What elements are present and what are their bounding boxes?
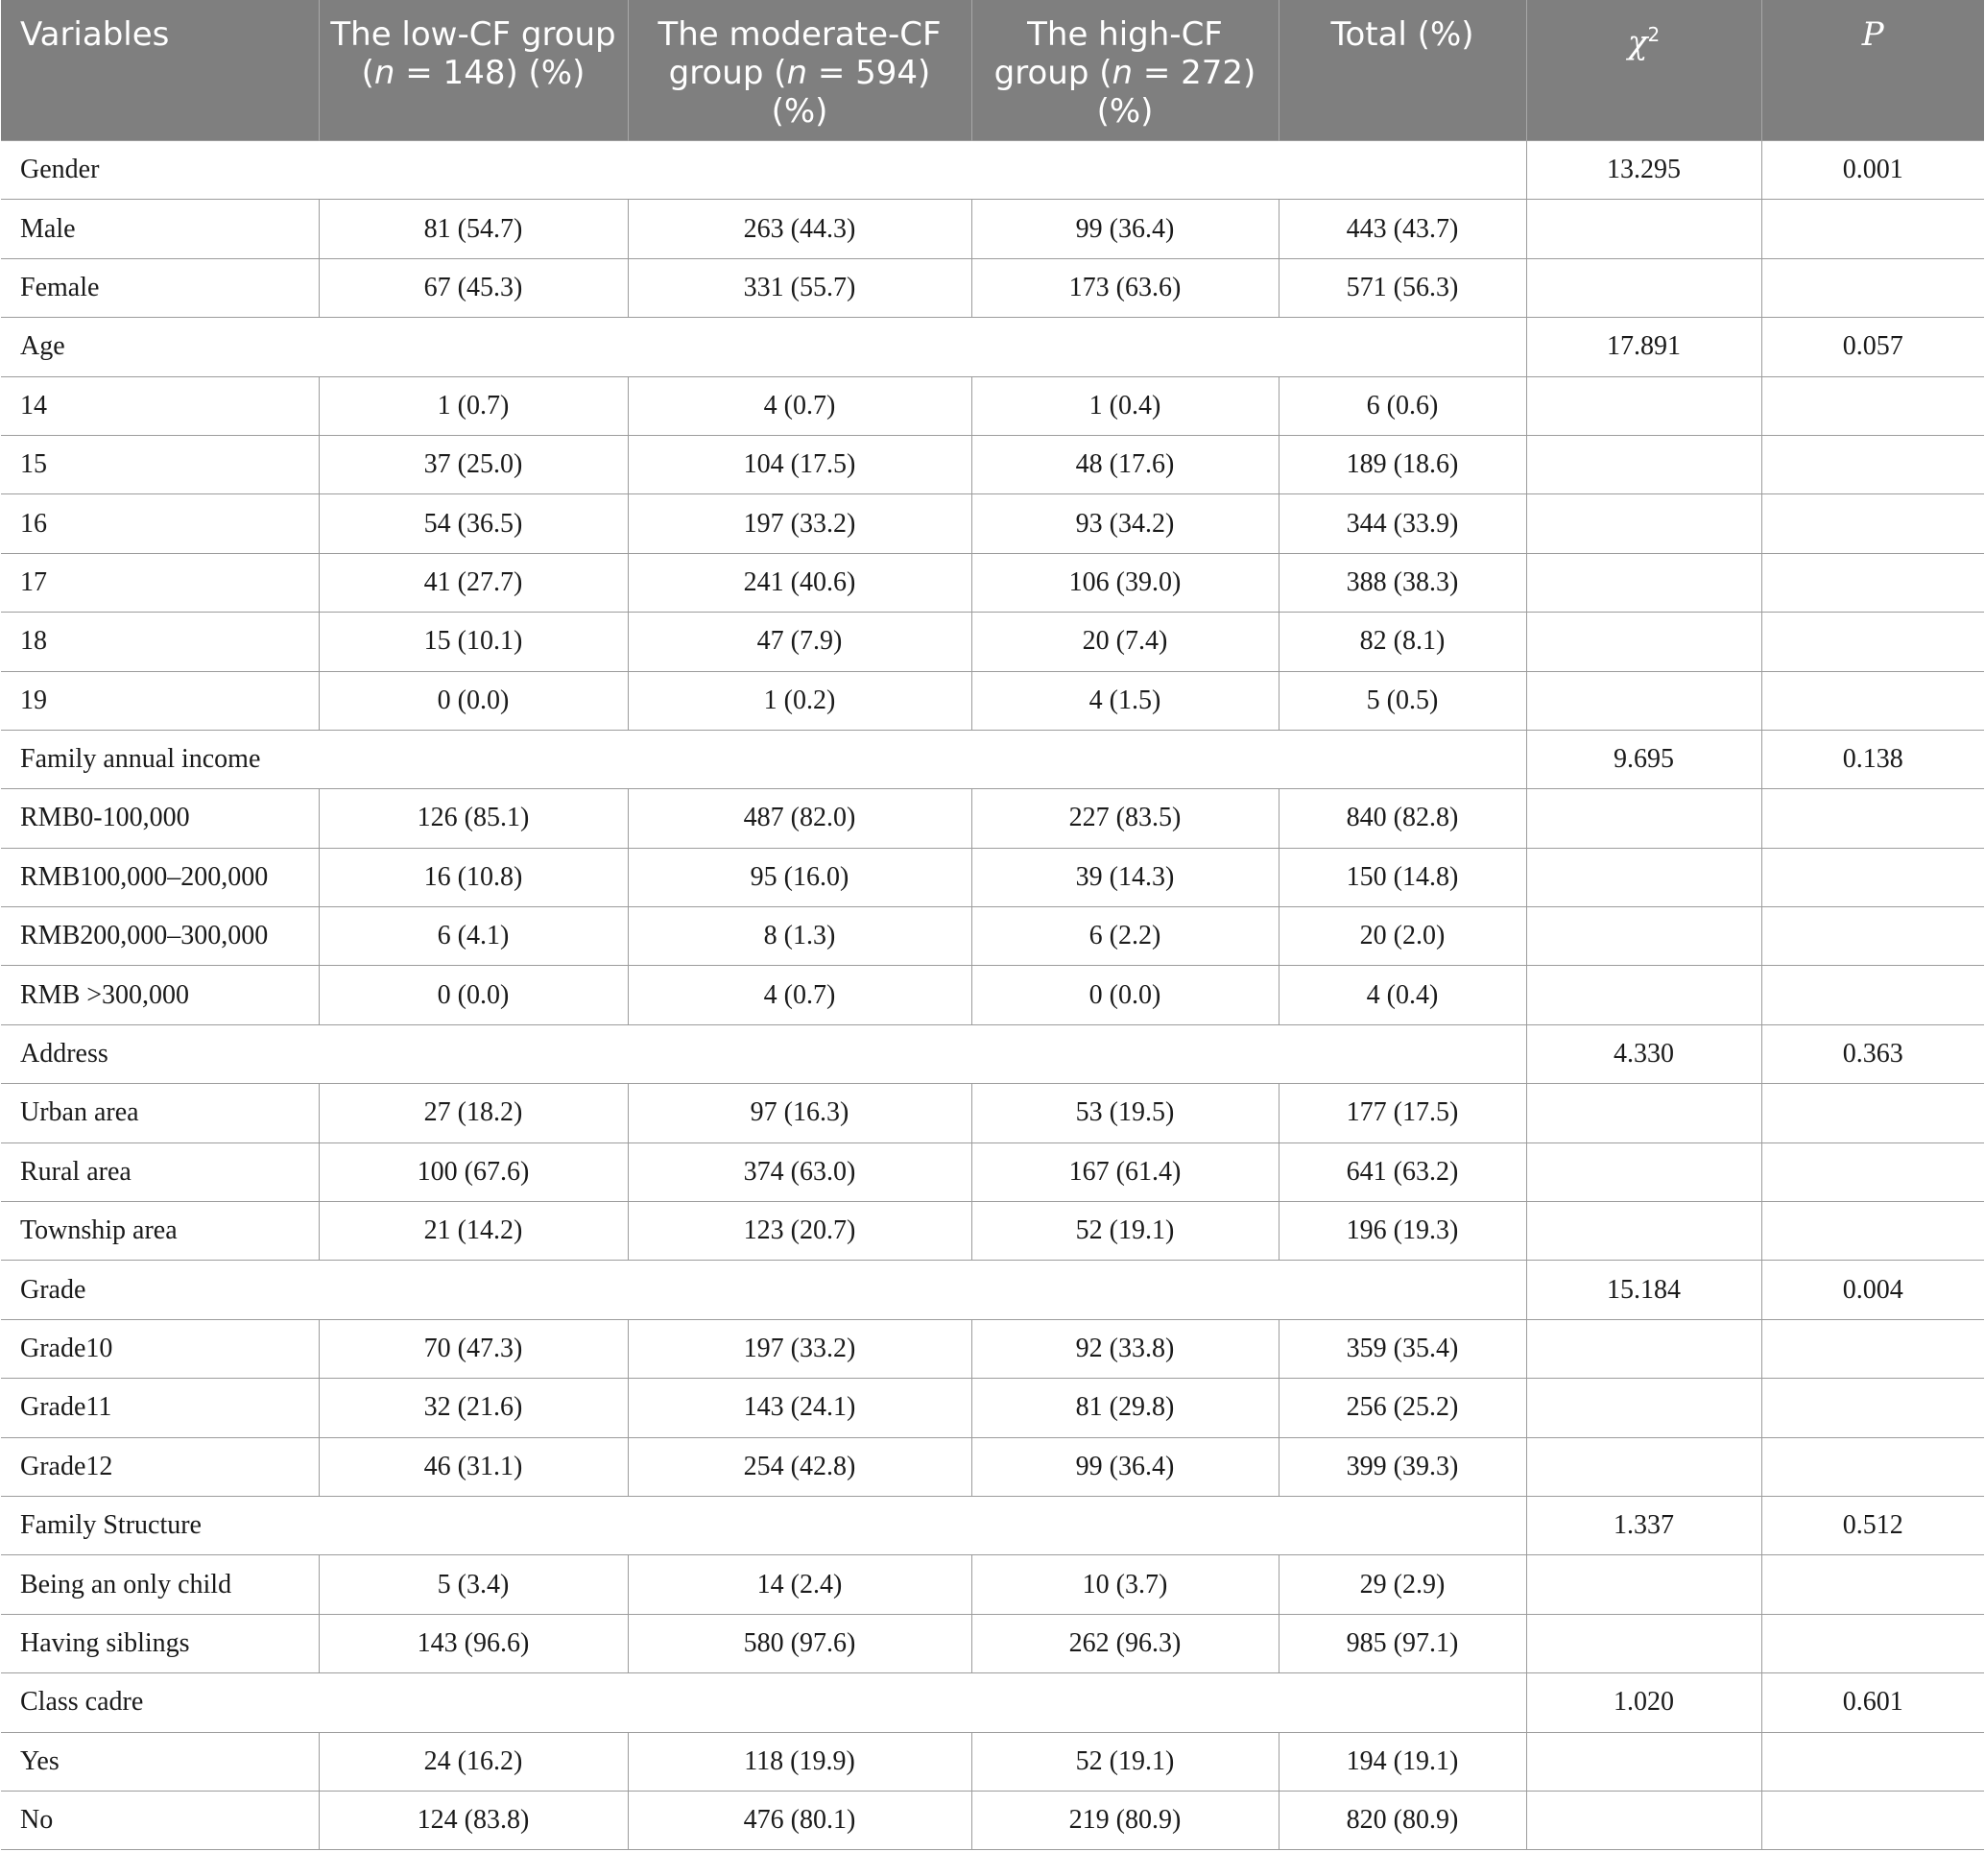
cell-p-value — [1761, 200, 1984, 258]
header-moderate-post: = 594) (%) — [771, 54, 931, 131]
cell-total: 399 (39.3) — [1279, 1437, 1526, 1496]
cell-total: 5 (0.5) — [1279, 671, 1526, 730]
group-row — [1, 1673, 1984, 1732]
table-row — [1, 376, 1984, 435]
cell-low-cf: 24 (16.2) — [319, 1732, 628, 1791]
row-label: RMB >300,000 — [1, 966, 319, 1024]
cell-high-cf: 93 (34.2) — [971, 494, 1279, 553]
cell-p-value — [1761, 1319, 1984, 1378]
table-row — [1, 907, 1984, 966]
table-row — [1, 1732, 1984, 1791]
cell-high-cf: 52 (19.1) — [971, 1732, 1279, 1791]
cell-chi-square — [1526, 1379, 1761, 1437]
cell-low-cf: 81 (54.7) — [319, 200, 628, 258]
cell-low-cf: 37 (25.0) — [319, 435, 628, 493]
table-row — [1, 848, 1984, 906]
row-label: Female — [1, 258, 319, 317]
header-moderate-pre: The moderate-CF group ( — [658, 15, 942, 92]
header-low-n: n — [373, 54, 395, 92]
table-row — [1, 1202, 1984, 1261]
cell-total: 177 (17.5) — [1279, 1084, 1526, 1142]
cell-p-value — [1761, 671, 1984, 730]
row-label: Grade12 — [1, 1437, 319, 1496]
cell-p-value — [1761, 613, 1984, 671]
cell-chi-square — [1526, 376, 1761, 435]
cell-high-cf: 52 (19.1) — [971, 1202, 1279, 1261]
table-row — [1, 789, 1984, 848]
cell-low-cf: 54 (36.5) — [319, 494, 628, 553]
row-label: Having siblings — [1, 1614, 319, 1672]
table-row — [1, 1142, 1984, 1201]
cell-p-value — [1761, 435, 1984, 493]
cell-chi-square — [1526, 1555, 1761, 1614]
table-row — [1, 1614, 1984, 1672]
cell-p-value — [1761, 789, 1984, 848]
row-label: Rural area — [1, 1142, 319, 1201]
table-row — [1, 258, 1984, 317]
group-label: Grade — [1, 1261, 1526, 1319]
cell-high-cf: 262 (96.3) — [971, 1614, 1279, 1672]
cell-high-cf: 92 (33.8) — [971, 1319, 1279, 1378]
header-high-post: = 272) (%) — [1096, 54, 1256, 131]
table-row — [1, 200, 1984, 258]
cell-moderate-cf: 8 (1.3) — [628, 907, 971, 966]
header-high-cf-group — [971, 0, 1279, 141]
cell-low-cf: 0 (0.0) — [319, 671, 628, 730]
cell-high-cf: 1 (0.4) — [971, 376, 1279, 435]
cell-low-cf: 41 (27.7) — [319, 553, 628, 612]
cell-total: 194 (19.1) — [1279, 1732, 1526, 1791]
table-row — [1, 671, 1984, 730]
group-row — [1, 1261, 1984, 1319]
header-moderate-n: n — [786, 54, 808, 92]
cell-chi-square — [1526, 1437, 1761, 1496]
cell-total: 20 (2.0) — [1279, 907, 1526, 966]
cell-total: 150 (14.8) — [1279, 848, 1526, 906]
cell-chi-square: 4.330 — [1526, 1024, 1761, 1083]
table-row — [1, 613, 1984, 671]
cell-high-cf: 227 (83.5) — [971, 789, 1279, 848]
cell-p-value — [1761, 966, 1984, 1024]
cell-low-cf: 15 (10.1) — [319, 613, 628, 671]
cell-p-value — [1761, 553, 1984, 612]
cell-moderate-cf: 487 (82.0) — [628, 789, 971, 848]
cell-high-cf: 99 (36.4) — [971, 200, 1279, 258]
cell-total: 344 (33.9) — [1279, 494, 1526, 553]
header-high-n: n — [1112, 54, 1134, 92]
header-low-post: = 148) (%) — [395, 54, 586, 92]
cell-total: 256 (25.2) — [1279, 1379, 1526, 1437]
group-row — [1, 1024, 1984, 1083]
cell-moderate-cf: 143 (24.1) — [628, 1379, 971, 1437]
header-low-pre: The low-CF group ( — [330, 15, 616, 92]
group-label: Gender — [1, 141, 1526, 200]
cell-high-cf: 0 (0.0) — [971, 966, 1279, 1024]
cell-p-value — [1761, 848, 1984, 906]
row-label: Grade10 — [1, 1319, 319, 1378]
cell-moderate-cf: 47 (7.9) — [628, 613, 971, 671]
cell-p-value — [1761, 494, 1984, 553]
table-row — [1, 1555, 1984, 1614]
cell-low-cf: 16 (10.8) — [319, 848, 628, 906]
cell-p-value — [1761, 1437, 1984, 1496]
cell-high-cf: 53 (19.5) — [971, 1084, 1279, 1142]
cell-moderate-cf: 263 (44.3) — [628, 200, 971, 258]
cell-chi-square — [1526, 1142, 1761, 1201]
cell-low-cf: 27 (18.2) — [319, 1084, 628, 1142]
row-label: 15 — [1, 435, 319, 493]
row-label: 19 — [1, 671, 319, 730]
header-low-cf-group — [319, 0, 628, 141]
cell-low-cf: 21 (14.2) — [319, 1202, 628, 1261]
row-label: RMB0-100,000 — [1, 789, 319, 848]
cell-chi-square: 1.020 — [1526, 1673, 1761, 1732]
table-row — [1, 553, 1984, 612]
cell-p-value: 0.001 — [1761, 141, 1984, 200]
cell-total: 820 (80.9) — [1279, 1791, 1526, 1849]
cell-total: 6 (0.6) — [1279, 376, 1526, 435]
cell-total: 359 (35.4) — [1279, 1319, 1526, 1378]
cell-high-cf: 4 (1.5) — [971, 671, 1279, 730]
cell-chi-square — [1526, 907, 1761, 966]
cell-low-cf: 70 (47.3) — [319, 1319, 628, 1378]
header-chi-square — [1526, 0, 1761, 141]
row-label: Being an only child — [1, 1555, 319, 1614]
cell-moderate-cf: 241 (40.6) — [628, 553, 971, 612]
row-label: Township area — [1, 1202, 319, 1261]
group-label: Family annual income — [1, 730, 1526, 788]
cell-low-cf: 46 (31.1) — [319, 1437, 628, 1496]
cell-moderate-cf: 14 (2.4) — [628, 1555, 971, 1614]
row-label: Urban area — [1, 1084, 319, 1142]
cell-chi-square: 9.695 — [1526, 730, 1761, 788]
cell-total: 443 (43.7) — [1279, 200, 1526, 258]
cell-p-value — [1761, 258, 1984, 317]
table-body — [1, 141, 1984, 1850]
row-label: Grade11 — [1, 1379, 319, 1437]
table-row — [1, 1437, 1984, 1496]
data-table — [1, 0, 1984, 1850]
cell-high-cf: 6 (2.2) — [971, 907, 1279, 966]
group-row — [1, 730, 1984, 788]
cell-total: 985 (97.1) — [1279, 1614, 1526, 1672]
cell-p-value — [1761, 1142, 1984, 1201]
header-p-symbol: P — [1861, 15, 1884, 54]
cell-chi-square — [1526, 553, 1761, 612]
cell-moderate-cf: 4 (0.7) — [628, 966, 971, 1024]
cell-p-value: 0.138 — [1761, 730, 1984, 788]
cell-total: 196 (19.3) — [1279, 1202, 1526, 1261]
group-row — [1, 141, 1984, 200]
cell-high-cf: 106 (39.0) — [971, 553, 1279, 612]
cell-chi-square: 13.295 — [1526, 141, 1761, 200]
cell-low-cf: 67 (45.3) — [319, 258, 628, 317]
cell-total: 571 (56.3) — [1279, 258, 1526, 317]
cell-chi-square — [1526, 258, 1761, 317]
cell-moderate-cf: 104 (17.5) — [628, 435, 971, 493]
table-row — [1, 435, 1984, 493]
cell-chi-square — [1526, 789, 1761, 848]
table-row — [1, 966, 1984, 1024]
group-label: Class cadre — [1, 1673, 1526, 1732]
cell-chi-square — [1526, 1791, 1761, 1849]
cell-low-cf: 5 (3.4) — [319, 1555, 628, 1614]
cell-low-cf: 0 (0.0) — [319, 966, 628, 1024]
cell-total: 4 (0.4) — [1279, 966, 1526, 1024]
cell-chi-square — [1526, 1202, 1761, 1261]
cell-high-cf: 20 (7.4) — [971, 613, 1279, 671]
cell-chi-square — [1526, 1732, 1761, 1791]
cell-low-cf: 32 (21.6) — [319, 1379, 628, 1437]
group-label: Age — [1, 318, 1526, 376]
cell-chi-square — [1526, 613, 1761, 671]
cell-p-value — [1761, 1791, 1984, 1849]
cell-p-value: 0.004 — [1761, 1261, 1984, 1319]
cell-low-cf: 100 (67.6) — [319, 1142, 628, 1201]
table-header — [1, 0, 1984, 141]
table-row — [1, 1791, 1984, 1849]
cell-p-value — [1761, 907, 1984, 966]
header-variables: Variables — [1, 0, 319, 141]
cell-moderate-cf: 374 (63.0) — [628, 1142, 971, 1201]
cell-total: 641 (63.2) — [1279, 1142, 1526, 1201]
group-label: Address — [1, 1024, 1526, 1083]
row-label: RMB100,000–200,000 — [1, 848, 319, 906]
cell-chi-square — [1526, 671, 1761, 730]
cell-chi-square — [1526, 435, 1761, 493]
row-label: Yes — [1, 1732, 319, 1791]
cell-moderate-cf: 197 (33.2) — [628, 494, 971, 553]
cell-high-cf: 219 (80.9) — [971, 1791, 1279, 1849]
cell-p-value — [1761, 1732, 1984, 1791]
header-total: Total (%) — [1279, 0, 1526, 141]
cell-moderate-cf: 254 (42.8) — [628, 1437, 971, 1496]
cell-total: 388 (38.3) — [1279, 553, 1526, 612]
cell-p-value — [1761, 1555, 1984, 1614]
cell-moderate-cf: 118 (19.9) — [628, 1732, 971, 1791]
table-row — [1, 1379, 1984, 1437]
cell-low-cf: 143 (96.6) — [319, 1614, 628, 1672]
cell-total: 840 (82.8) — [1279, 789, 1526, 848]
header-high-pre: The high-CF group ( — [993, 15, 1223, 92]
cell-moderate-cf: 1 (0.2) — [628, 671, 971, 730]
cell-p-value — [1761, 1202, 1984, 1261]
cell-p-value: 0.512 — [1761, 1496, 1984, 1554]
cell-moderate-cf: 331 (55.7) — [628, 258, 971, 317]
cell-chi-square — [1526, 494, 1761, 553]
cell-low-cf: 124 (83.8) — [319, 1791, 628, 1849]
table-row — [1, 494, 1984, 553]
cell-moderate-cf: 95 (16.0) — [628, 848, 971, 906]
row-label: 14 — [1, 376, 319, 435]
group-row — [1, 1496, 1984, 1554]
cell-moderate-cf: 97 (16.3) — [628, 1084, 971, 1142]
cell-chi-square — [1526, 966, 1761, 1024]
table-row — [1, 1319, 1984, 1378]
row-label: Male — [1, 200, 319, 258]
group-label: Family Structure — [1, 1496, 1526, 1554]
cell-chi-square — [1526, 200, 1761, 258]
cell-total: 189 (18.6) — [1279, 435, 1526, 493]
cell-chi-square — [1526, 1319, 1761, 1378]
cell-p-value — [1761, 1379, 1984, 1437]
cell-moderate-cf: 4 (0.7) — [628, 376, 971, 435]
cell-chi-square — [1526, 1084, 1761, 1142]
row-label: RMB200,000–300,000 — [1, 907, 319, 966]
header-row — [1, 0, 1984, 141]
row-label: No — [1, 1791, 319, 1849]
cell-high-cf: 99 (36.4) — [971, 1437, 1279, 1496]
cell-high-cf: 10 (3.7) — [971, 1555, 1279, 1614]
cell-chi-square: 15.184 — [1526, 1261, 1761, 1319]
cell-p-value — [1761, 376, 1984, 435]
header-chi-sup: 2 — [1647, 23, 1661, 46]
cell-high-cf: 39 (14.3) — [971, 848, 1279, 906]
cell-p-value — [1761, 1614, 1984, 1672]
row-label: 16 — [1, 494, 319, 553]
header-moderate-cf-group — [628, 0, 971, 141]
table-row — [1, 1084, 1984, 1142]
cell-chi-square — [1526, 1614, 1761, 1672]
group-row — [1, 318, 1984, 376]
cell-high-cf: 81 (29.8) — [971, 1379, 1279, 1437]
cell-moderate-cf: 580 (97.6) — [628, 1614, 971, 1672]
cell-p-value: 0.363 — [1761, 1024, 1984, 1083]
cell-moderate-cf: 476 (80.1) — [628, 1791, 971, 1849]
cell-p-value: 0.601 — [1761, 1673, 1984, 1732]
cell-high-cf: 48 (17.6) — [971, 435, 1279, 493]
header-p-value — [1761, 0, 1984, 141]
cell-moderate-cf: 123 (20.7) — [628, 1202, 971, 1261]
header-chi-symbol: χ — [1627, 23, 1648, 62]
cell-low-cf: 6 (4.1) — [319, 907, 628, 966]
cell-chi-square: 17.891 — [1526, 318, 1761, 376]
cell-high-cf: 167 (61.4) — [971, 1142, 1279, 1201]
cell-high-cf: 173 (63.6) — [971, 258, 1279, 317]
row-label: 17 — [1, 553, 319, 612]
cell-p-value — [1761, 1084, 1984, 1142]
row-label: 18 — [1, 613, 319, 671]
cell-moderate-cf: 197 (33.2) — [628, 1319, 971, 1378]
cell-total: 29 (2.9) — [1279, 1555, 1526, 1614]
cell-chi-square: 1.337 — [1526, 1496, 1761, 1554]
cell-p-value: 0.057 — [1761, 318, 1984, 376]
cell-low-cf: 126 (85.1) — [319, 789, 628, 848]
cell-low-cf: 1 (0.7) — [319, 376, 628, 435]
cell-total: 82 (8.1) — [1279, 613, 1526, 671]
cell-chi-square — [1526, 848, 1761, 906]
